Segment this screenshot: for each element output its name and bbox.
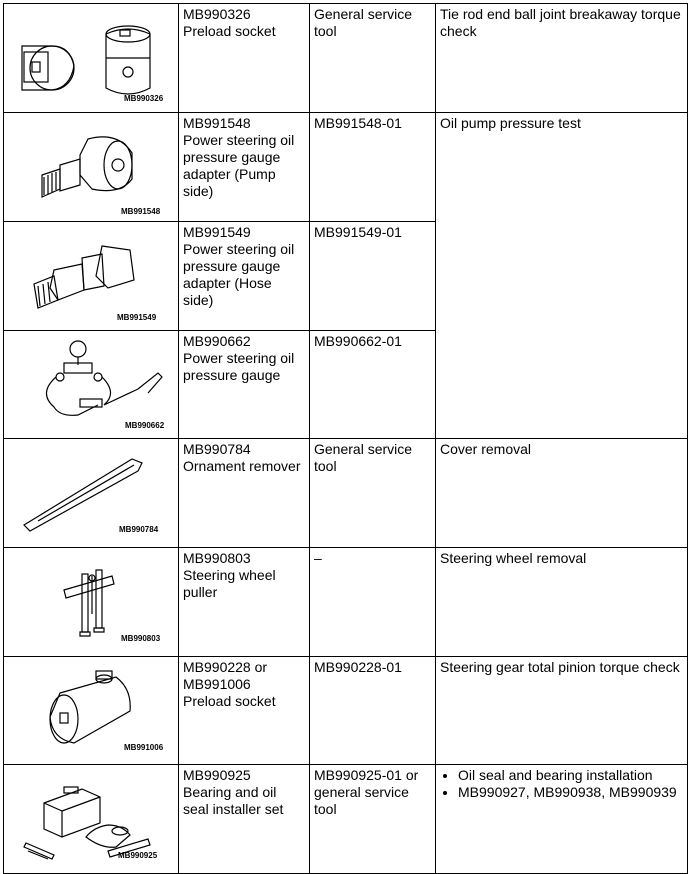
tool-name: Power steering oil pressure gauge adapter (Pump side) <box>183 132 295 199</box>
tool-tag: MB990803 <box>121 634 161 643</box>
tool-no: – <box>310 548 436 657</box>
tool-no: MB990662-01 <box>310 331 436 439</box>
tool-number: MB991548 <box>183 115 251 131</box>
tool-number-name <box>179 657 310 765</box>
tool-tag: MB991006 <box>124 743 164 752</box>
tool-illustration <box>4 4 179 113</box>
tool-illustration <box>4 113 179 222</box>
tool-no: MB991548-01 <box>310 113 436 222</box>
tool-name: Bearing and oil seal installer set <box>183 784 284 817</box>
table-row <box>4 657 688 765</box>
tool-illustration <box>4 331 179 439</box>
tool-number: MB990925 <box>183 767 251 783</box>
tool-number-name <box>179 4 310 113</box>
tool-no: MB990228-01 <box>310 657 436 765</box>
special-tools-table <box>3 3 688 874</box>
tool-illustration <box>4 222 179 331</box>
application: Cover removal <box>436 439 688 548</box>
tool-no: MB991549-01 <box>310 222 436 331</box>
table-row <box>4 4 688 113</box>
tool-tag: MB990784 <box>119 525 159 534</box>
tool-no: General service tool <box>310 4 436 113</box>
tool-number-name <box>179 548 310 657</box>
tool-tag: MB990326 <box>124 94 164 103</box>
tool-name: Preload socket <box>183 693 276 709</box>
tool-name: Steering wheel puller <box>183 567 276 600</box>
tool-illustration <box>4 765 179 874</box>
tool-name: Power steering oil pressure gauge <box>183 350 295 383</box>
tool-no: General service tool <box>310 439 436 548</box>
tool-number-name <box>179 765 310 874</box>
application: Tie rod end ball joint breakaway torque check <box>436 4 688 113</box>
tool-number-name <box>179 439 310 548</box>
tool-no: MB990925-01 or general service tool <box>310 765 436 874</box>
application-bullet: • MB990927, MB990938, MB990939 <box>458 784 683 801</box>
tool-name: Power steering oil pressure gauge adapter (Hose side) <box>183 241 295 308</box>
table-row <box>4 113 688 222</box>
tool-number-name <box>179 331 310 439</box>
table-row <box>4 765 688 874</box>
tool-tag: MB990662 <box>125 421 165 430</box>
tool-illustration <box>4 657 179 765</box>
table-row <box>4 548 688 657</box>
tool-name: Preload socket <box>183 23 276 39</box>
tool-illustration <box>4 439 179 548</box>
tool-tag: MB991549 <box>117 313 157 322</box>
table-row <box>4 439 688 548</box>
hose-adapter-illustration <box>8 224 183 330</box>
tool-name: Ornament remover <box>183 458 301 474</box>
tool-tag: MB990925 <box>118 851 158 860</box>
tool-number: MB990662 <box>183 333 251 349</box>
tool-number-name <box>179 113 310 222</box>
tool-number: MB990228 or MB991006 <box>183 659 268 692</box>
tool-number: MB991549 <box>183 224 251 240</box>
tool-tag: MB991548 <box>121 207 161 216</box>
application: Steering gear total pinion torque check <box>436 657 688 765</box>
application: Oil pump pressure test <box>436 113 688 439</box>
tool-number: MB990326 <box>183 6 251 22</box>
tool-illustration <box>4 548 179 657</box>
application <box>436 765 688 874</box>
application-bullet: • Oil seal and bearing installation <box>458 767 683 784</box>
application-bullets <box>440 767 683 801</box>
tool-number: MB990784 <box>183 441 251 457</box>
tool-number: MB990803 <box>183 550 251 566</box>
tool-number-name <box>179 222 310 331</box>
application: Steering wheel removal <box>436 548 688 657</box>
